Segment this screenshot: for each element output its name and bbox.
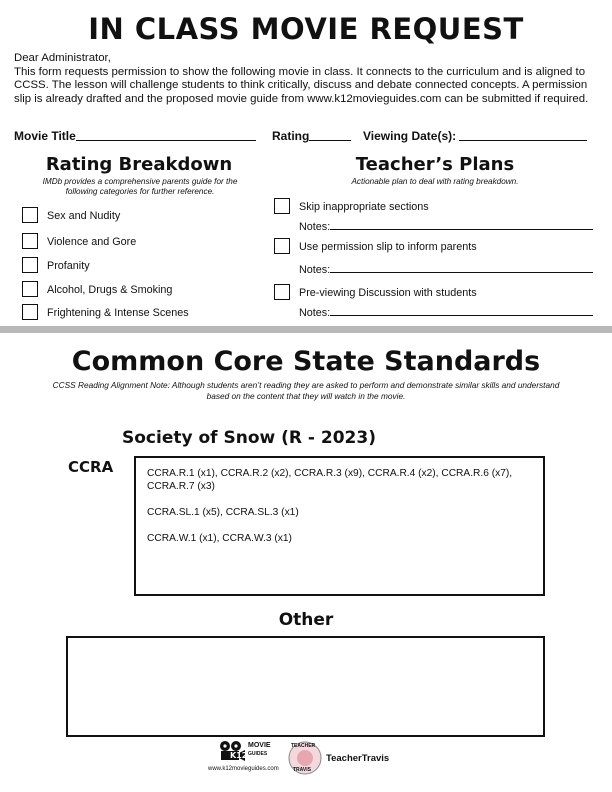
rating-breakdown-subtext: IMDb provides a comprehensive parents guide for the following categories for further reference. [42,177,238,196]
section-divider [0,326,612,333]
notes-label: Notes: [299,221,331,233]
plan-item-label: Skip inappropriate sections [299,201,429,213]
notes-line[interactable] [330,262,593,273]
checkbox-sex-nudity[interactable] [22,207,38,223]
plan-notes-1[interactable] [299,219,593,233]
rating-item-label: Sex and Nudity [47,210,121,222]
notes-line[interactable] [330,305,593,316]
ccra-speaking-line: CCRA.SL.1 (x5), CCRA.SL.3 (x1) [147,507,299,518]
viewing-dates-label: Viewing Date(s): [363,129,457,143]
checkbox-profanity[interactable] [22,257,38,273]
ccra-standards [147,467,527,558]
notes-label: Notes: [299,307,331,319]
ccra-reading-line: CCRA.R.1 (x1), CCRA.R.2 (x2), CCRA.R.3 (x9), CCRA.R.4 (x2), CCRA.R.6 (x7), CCRA.R.7 (x3) [147,468,513,492]
rating-breakdown-heading: Rating Breakdown [45,154,233,175]
teacher-plans-subtext: Actionable plan to deal with rating breakdown. [351,177,519,186]
movie-heading: Society of Snow (R - 2023) [122,428,376,448]
k12-logo-k12: K12 [230,751,248,760]
k12-logo-word-movie: MOVIE [248,742,271,749]
ccss-heading: Common Core State Standards [71,346,541,377]
checkbox-previewing-discussion[interactable] [274,284,290,300]
other-box[interactable] [66,636,545,737]
teacher-travis-badge [287,741,323,775]
checkbox-skip-sections[interactable] [274,198,290,214]
rating-line[interactable] [309,129,351,141]
other-heading: Other [278,610,334,630]
greeting: Dear Administrator, [14,52,111,64]
teacher-name: TeacherTravis [326,753,390,764]
plan-item-label: Use permission slip to inform parents [299,241,477,253]
checkbox-frightening-scenes[interactable] [22,304,38,320]
rating-field[interactable] [272,129,309,143]
movie-title-line[interactable] [76,129,256,141]
badge-text-bottom: TRAVIS [293,767,311,773]
ccss-note: CCSS Reading Alignment Note: Although students aren’t reading they are asked to perform and demonstrate similar skills and understand based on the content that they will watch in the movie. [52,380,560,401]
checkbox-violence-gore[interactable] [22,233,38,249]
badge-text-top: TEACHER [291,743,316,749]
ccra-writing-line: CCRA.W.1 (x1), CCRA.W.3 (x1) [147,533,292,544]
viewing-dates-field[interactable] [363,129,456,143]
notes-label: Notes: [299,264,331,276]
rating-item-label: Violence and Gore [47,236,137,248]
checkbox-permission-slip[interactable] [274,238,290,254]
movie-title-field[interactable] [14,129,76,143]
movie-title-label: Movie Title [14,129,76,143]
plan-notes-2[interactable] [299,262,593,276]
request-fields [14,129,604,145]
page-title: IN CLASS MOVIE REQUEST [88,12,524,46]
teacher-plans-heading: Teacher’s Plans [355,154,515,175]
footer-url: www.k12movieguides.com [208,766,279,772]
rating-item-label: Alcohol, Drugs & Smoking [47,284,173,296]
k12-logo-word-guides: GUIDES [248,751,268,757]
plan-item-label: Pre-viewing Discussion with students [299,287,477,299]
k12-movie-guides-logo [208,740,284,776]
rating-item-label: Profanity [47,260,90,272]
intro-body: This form requests permission to show the following movie in class. It connects to the curriculum and is aligned to CCSS. The lesson will challenge students to think critically, discuss and debate connected concepts. A permission slip is already drafted and the proposed movie guide from www.k12movieguides.com can be submitted if required. [14,65,589,105]
ccra-box [134,456,545,596]
viewing-dates-line[interactable] [459,129,587,141]
ccra-label: CCRA [68,458,114,476]
intro-letter [14,52,600,106]
rating-item-label: Frightening & Intense Scenes [47,307,189,319]
plan-notes-3[interactable] [299,305,593,319]
rating-label: Rating [272,129,310,143]
checkbox-alcohol-drugs-smoking[interactable] [22,281,38,297]
notes-line[interactable] [330,219,593,230]
